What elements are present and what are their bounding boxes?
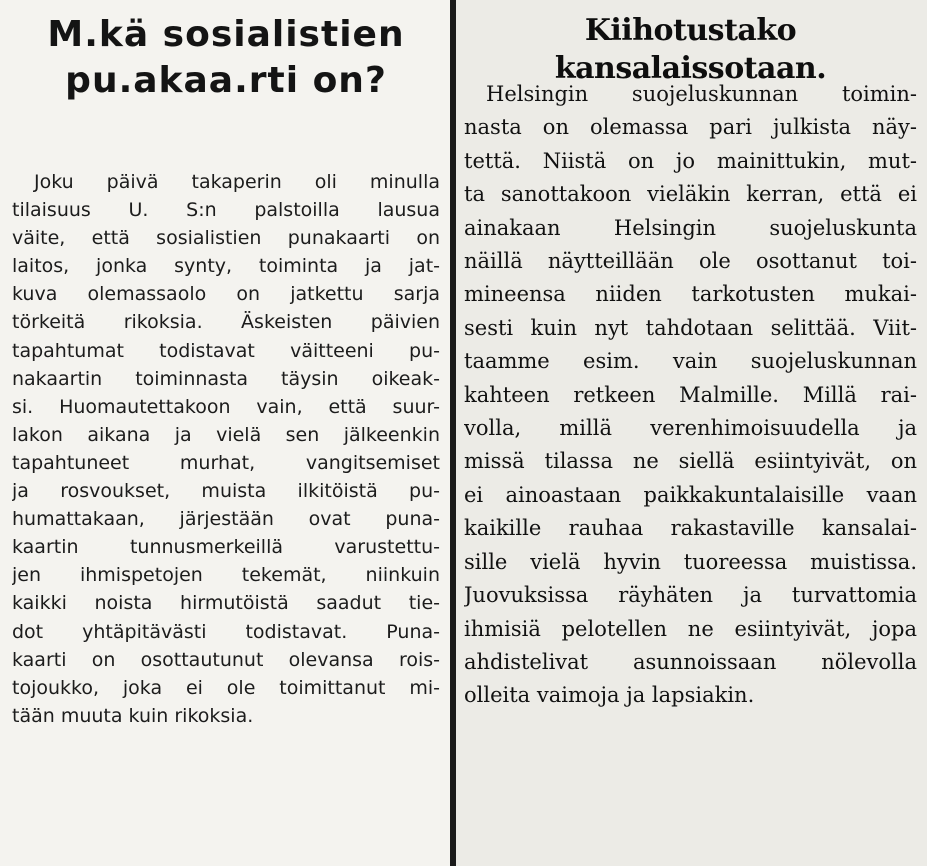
article-line: kaikki noista hirmutöistä saadut tie- [12, 592, 440, 615]
article-line: sesti kuin nyt tahdotaan selittää. Viit- [464, 315, 917, 340]
article-line: nasta on olemassa pari julkista näy- [464, 115, 917, 140]
article-line: ei ainoastaan paikkakuntalaisille vaan [464, 482, 917, 507]
article-line: väite, että sosialistien punakaarti on [12, 227, 440, 250]
article-line: ahdistelivat asunnoissaan nölevolla [464, 649, 917, 674]
article-line: tojoukko, joka ei ole toimittanut mi- [12, 676, 440, 699]
article-line: laitos, jonka synty, toiminta ja jat- [12, 255, 440, 278]
article-line: tapahtuneet murhat, vangitsemiset [12, 451, 440, 474]
right-headline-text: Kiihotustako kansalaissotaan. [554, 13, 827, 86]
article-line: tettä. Niistä on jo mainittukin, mut- [464, 148, 917, 173]
article-line: ainakaan Helsingin suojeluskunta [464, 215, 917, 240]
right-article-body [464, 64, 917, 713]
article-line: humattakaan, järjestään ovat puna- [12, 508, 440, 531]
article-line: kaikille rauhaa rakastaville kansalai- [464, 516, 917, 541]
article-line: lakon aikana ja vielä sen jälkeenkin [12, 423, 440, 446]
article-line: Joku päivä takaperin oli minulla [34, 171, 440, 193]
article-line: tilaisuus U. S:n palstoilla lausua [12, 199, 440, 222]
article-line: näillä näytteillään ole osottanut toi- [464, 249, 917, 274]
left-article-headline [12, 6, 440, 102]
article-line: ja rosvoukset, muista ilkitöistä pu- [12, 480, 440, 503]
article-line: volla, millä verenhimoisuudella ja [464, 416, 917, 441]
article-line: si. Huomautettakoon vain, että suur- [12, 395, 440, 418]
article-line: nakaartin toiminnasta täysin oikeak- [12, 367, 440, 390]
article-line: olleita vaimoja ja lapsiakin. [464, 683, 755, 708]
article-line: kahteen retkeen Malmille. Millä rai- [464, 382, 917, 407]
left-article-body [12, 102, 440, 730]
right-article [456, 0, 927, 866]
right-article-headline [464, 4, 917, 86]
article-line: missä tilassa ne siellä esiintyivät, on [464, 449, 917, 474]
article-line: kaarti on osottautunut olevansa rois- [12, 648, 440, 671]
article-line: jen ihmispetojen tekemät, niinkuin [12, 564, 440, 587]
article-line: ta sanottakoon vieläkin kerran, että ei [464, 182, 917, 207]
left-article [0, 0, 450, 866]
article-line: dot yhtäpitävästi todistavat. Puna- [12, 620, 440, 643]
article-line: mineensa niiden tarkotusten mukai- [464, 282, 917, 307]
article-line: sille vielä hyvin tuoreessa muistissa. [464, 549, 917, 574]
article-line: tään muuta kuin rikoksia. [12, 704, 254, 727]
article-line: ihmisiä pelotellen ne esiintyivät, jopa [464, 616, 917, 641]
article-line: kuva olemassaolo on jatkettu sarja [12, 283, 440, 306]
article-line: tapahtumat todistavat väitteeni pu- [12, 339, 440, 362]
article-line: taamme esim. vain suojeluskunnan [464, 349, 917, 374]
left-headline-text: M.kä sosialistien pu.akaa.rti on? [47, 14, 405, 101]
article-line: Helsingin suojeluskunnan toimin- [486, 82, 917, 106]
article-line: törkeitä rikoksia. Äskeisten päivien [12, 311, 440, 334]
article-line: Juovuksissa räyhäten ja turvattomia [464, 583, 917, 608]
article-line: kaartin tunnusmerkeillä varustettu- [12, 536, 440, 559]
